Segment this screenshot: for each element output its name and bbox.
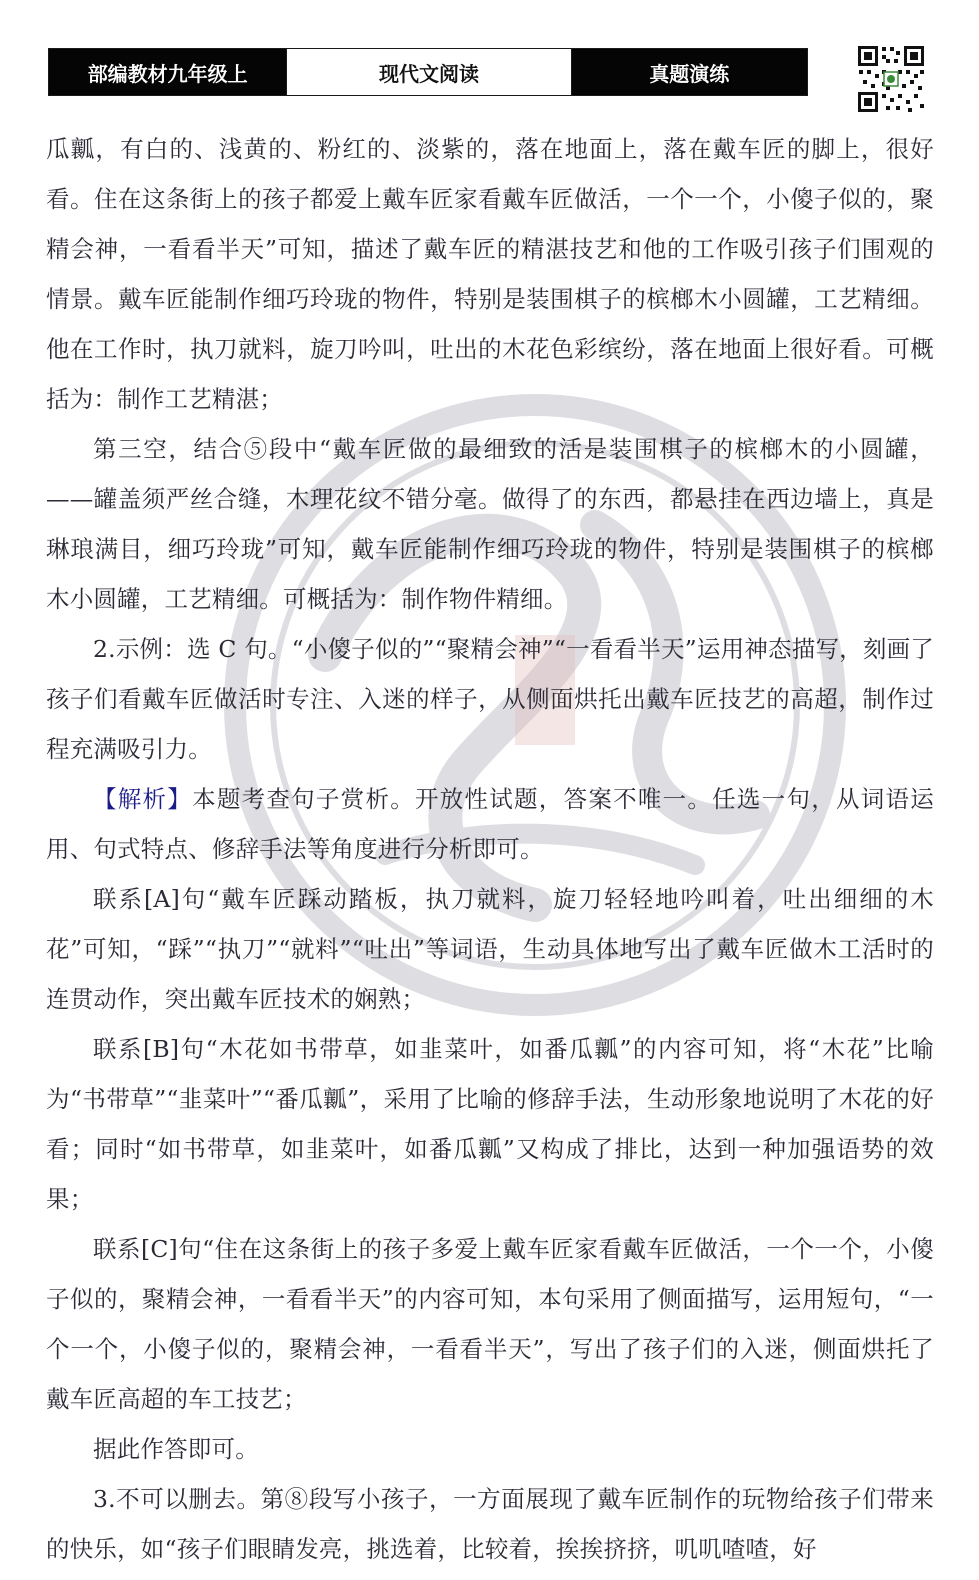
header-grade: 部编教材九年级上 xyxy=(49,49,286,95)
qr-code-icon[interactable] xyxy=(856,44,926,114)
paragraph-4: 【解析】本题考查句子赏析。开放性试题，答案不唯一。任选一句，从词语运用、句式特点、修辞手法等角度进行分析即可。 xyxy=(46,785,934,863)
paragraph-1: 瓜瓤，有白的、浅黄的、粉红的、淡紫的，落在地面上，落在戴车匠的脚上，很好看。住在这条街上的孩子都爱上戴车匠家看戴车匠做活，一个一个，小傻子似的，聚精会神，一看看半天”可知，描述了戴车匠的精湛技艺和他的工作吸引孩子们围观的情景。戴车匠能制作细巧玲珑的物件，特别是装围棋子的槟榔木小圆罐，工艺精细。他在工作时，执刀就料，旋刀吟叫，吐出的木花色彩缤纷，落在地面上很好看。可概括为：制作工艺精湛； xyxy=(46,135,934,413)
paragraph-2: 第三空，结合⑤段中“戴车匠做的最细致的活是装围棋子的槟榔木的小圆罐，——罐盖须严丝合缝，木理花纹不错分毫。做得了的东西，都悬挂在西边墙上，真是琳琅满目，细巧玲珑”可知，戴车匠能制作细巧玲珑的物件，特别是装围棋子的槟榔木小圆罐，工艺精细。可概括为：制作物件精细。 xyxy=(46,435,934,613)
paragraph-3: 2.示例：选 C 句。“小傻子似的”“聚精会神”“一看看半天”运用神态描写，刻画了孩子们看戴车匠做活时专注、入迷的样子，从侧面烘托出戴车匠技艺的高超，制作过程充满吸引力。 xyxy=(46,635,934,763)
paragraph-6: 联系[B]句“木花如书带草，如韭菜叶，如番瓜瓤”的内容可知，将“木花”比喻为“书带草”“韭菜叶”“番瓜瓤”，采用了比喻的修辞手法，生动形象地说明了木花的好看；同时“如书带草，如韭菜叶，如番瓜瓤”又构成了排比，达到一种加强语势的效果； xyxy=(46,1035,934,1213)
paragraph-8: 据此作答即可。 xyxy=(93,1435,259,1463)
paragraph-9: 3.不可以删去。第⑧段写小孩子，一方面展现了戴车匠制作的玩物给孩子们带来的快乐，如“孩子们眼睛发亮，挑选着，比较着，挨挨挤挤，叽叽喳喳，好 xyxy=(46,1485,934,1563)
answer-text xyxy=(46,124,934,1574)
paragraph-7: 联系[C]句“住在这条街上的孩子多爱上戴车匠家看戴车匠做活，一个一个，小傻子似的，聚精会神，一看看半天”的内容可知，本句采用了侧面描写，运用短句，“一个一个，小傻子似的，聚精会神，一看看半天”，写出了孩子们的入迷，侧面烘托了戴车匠高超的车工技艺； xyxy=(46,1235,934,1413)
analysis-tag: 【解析】 xyxy=(93,785,193,813)
header-practice: 真题演练 xyxy=(572,49,807,95)
header-bar xyxy=(48,48,808,96)
paragraph-5: 联系[A]句“戴车匠踩动踏板，执刀就料，旋刀轻轻地吟叫着，吐出细细的木花”可知，“踩”“执刀”“就料”“吐出”等词语，生动具体地写出了戴车匠做木工活时的连贯动作，突出戴车匠技术的娴熟； xyxy=(46,885,934,1013)
header-section: 现代文阅读 xyxy=(286,49,571,95)
